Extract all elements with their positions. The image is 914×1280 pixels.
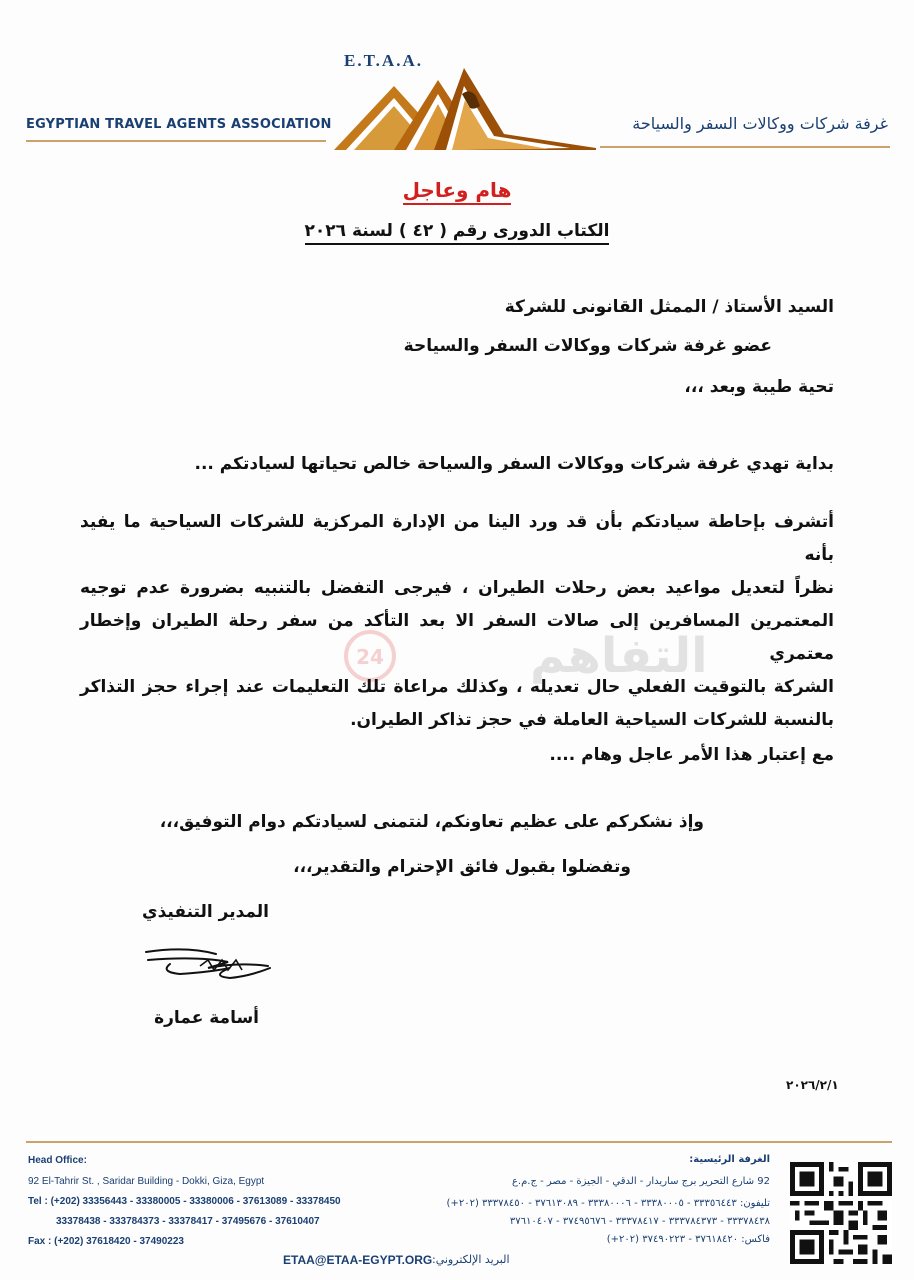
header-rule-left — [26, 140, 326, 142]
header-rule-right — [600, 146, 890, 148]
email-label-ar: البريد الإلكتروني: — [432, 1253, 510, 1266]
addressee-line-1: السيد الأستاذ / الممثل القانونى للشركة — [504, 297, 834, 317]
tel-en-2: 33378438 - 333784373 - 33378417 - 37495676 - 37610407 — [56, 1216, 320, 1227]
circular-number — [0, 221, 914, 241]
urgent-title — [0, 178, 914, 202]
addressee-line-2: عضو غرفة شركات ووكالات السفر والسياحة — [403, 336, 772, 356]
signer-title: المدير التنفيذي — [142, 902, 269, 922]
email-address[interactable]: ETAA@ETAA-EGYPT.ORG — [283, 1253, 433, 1267]
head-office-label: Head Office: — [28, 1155, 87, 1166]
footer-rule — [26, 1141, 892, 1143]
watermark-badge: 24 — [356, 645, 384, 669]
body-line: أتشرف بإحاطة سيادتكم بأن قد ورد الينا من الإدارة المركزية للشركات السياحية ما يفيد بأنه — [80, 512, 834, 565]
tel-en-1: Tel : (+202) 33356443 - 33380005 - 33380006 - 37613089 - 33378450 — [28, 1196, 341, 1207]
qr-code-icon — [790, 1162, 892, 1264]
association-name-en: EGYPTIAN TRAVEL AGENTS ASSOCIATION — [26, 117, 332, 132]
letter-date: ٢٠٢٦/٢/١ — [786, 1078, 839, 1092]
address-ar: 92 شارع التحرير برج ساريدار - الدقي - الجيزة - مصر - ج.م.ع — [511, 1176, 770, 1187]
greeting: تحية طيبة وبعد ،،، — [684, 377, 834, 397]
watermark-text: التفاهم — [530, 628, 708, 684]
body-paragraph — [80, 506, 834, 737]
fax-ar: فاكس: ٣٧٦١٨٤٢٠ - ٣٧٤٩٠٢٢٣ (٢٠٢+) — [606, 1234, 770, 1245]
signer-name: أسامة عمارة — [154, 1008, 259, 1028]
closing-line: وتفضلوا بقبول فائق الإحترام والتقدير،،، — [293, 857, 631, 877]
fax-en: Fax : (+202) 37618420 - 37490223 — [28, 1236, 184, 1247]
pyramids-sphinx-icon — [334, 64, 598, 152]
thanks-line: وإذ نشكركم على عظيم تعاونكم، لنتمنى لسيادتكم دوام التوفيق،،، — [159, 812, 704, 832]
address-en: 92 El-Tahrir St. , Saridar Building - Dokki, Giza, Egypt — [28, 1176, 265, 1187]
body-line: بالنسبة للشركات السياحية العاملة في حجز تذاكر الطيران. — [350, 710, 834, 730]
body-line: الشركة بالتوقيت الفعلي حال تعديله ، وكذلك مراعاة تلك التعليمات عند إجراء حجز التذاكر — [80, 677, 834, 697]
handwritten-signature — [140, 942, 290, 990]
head-office-label-ar: الغرفة الرئيسية: — [689, 1154, 770, 1165]
urgent-title-text: هام وعاجل — [403, 178, 512, 205]
intro-paragraph: بداية تهدي غرفة شركات ووكالات السفر والسياحة خالص تحياتها لسيادتكم ... — [194, 454, 834, 474]
circular-number-text: الكتاب الدورى رقم ( ٤٢ ) لسنة ٢٠٢٦ — [305, 221, 610, 245]
association-name-ar: غرفة شركات ووكالات السفر والسياحة — [632, 114, 888, 133]
body-line: نظراً لتعديل مواعيد بعض رحلات الطيران ، فيرجى التفضل بالتنبيه بضرورة عدم توجيه — [80, 578, 834, 598]
tel-ar-1: تليفون: ٣٣٣٥٦٤٤٣ - ٣٣٣٨٠٠٠٥ - ٣٣٣٨٠٠٠٦ - ٣٧٦١٣٠٨٩ - ٣٣٣٧٨٤٥٠ (٢٠٢+) — [446, 1198, 770, 1209]
logo-acronym: E.T.A.A. — [344, 51, 423, 70]
tel-ar-2: ٣٣٣٧٨٤٣٨ - ٣٣٣٧٨٤٣٧٣ - ٣٣٣٧٨٤١٧ - ٣٧٤٩٥٦٧٦ - ٣٧٦١٠٤٠٧ — [509, 1216, 770, 1227]
urgency-note: مع إعتبار هذا الأمر عاجل وهام .... — [549, 745, 834, 765]
body-line: المعتمرين المسافرين إلى صالات السفر الا بعد التأكد من سفر رحلة الطيران وإخطار معتمري — [80, 611, 834, 664]
